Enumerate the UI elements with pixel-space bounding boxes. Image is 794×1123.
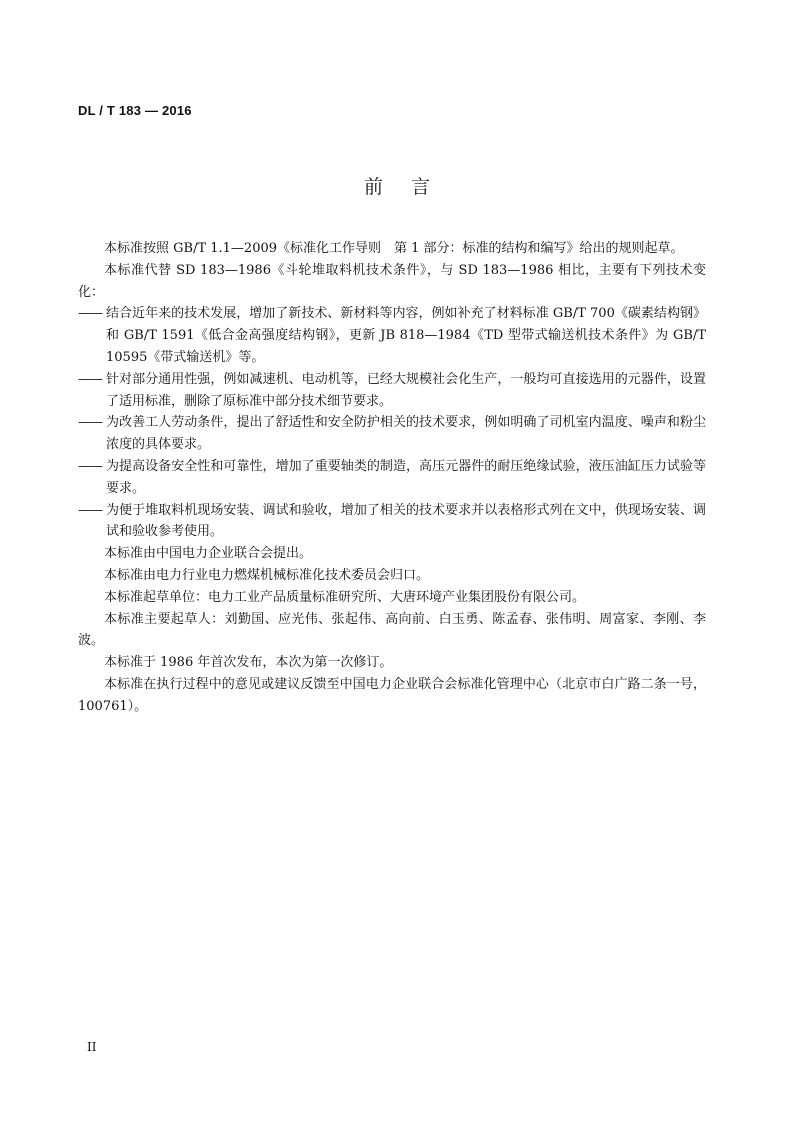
change-item-text: 为提高设备安全性和可靠性，增加了重要轴类的制造，高压元器件的耐压绝缘试验，液压油缸压力试验等要求。	[106, 458, 706, 496]
change-item	[78, 369, 706, 413]
paragraph-replacement: 本标准代替 SD 183—1986《斗轮堆取料机技术条件》，与 SD 183—1986 相比，主要有下列技术变化：	[78, 262, 706, 300]
change-item	[78, 303, 706, 368]
change-item	[78, 500, 706, 544]
dash-marker: ——	[78, 502, 102, 518]
paragraph-drafting-rules: 本标准按照 GB/T 1.1—2009《标准化工作导则 第 1 部分：标准的结构和编写》给出的规则起草。	[104, 241, 684, 256]
page-title: 前言	[363, 176, 458, 198]
change-item	[78, 412, 706, 456]
dash-marker: ——	[78, 458, 102, 474]
change-item-text: 结合近年来的技术发展，增加了新技术、新材料等内容，例如补充了材料标准 GB/T 700《碳素结构钢》和 GB/T 1591《低合金高强度结构钢》，更新 JB 818—1984《TD 型带式输送机技术条件》为 GB/T 10595《带式输送机》等。	[106, 306, 706, 365]
dash-marker: ——	[78, 371, 102, 387]
paragraph-history: 本标准于 1986 年首次发布，本次为第一次修订。	[104, 655, 393, 671]
paragraph-proposer: 本标准由中国电力企业联合会提出。	[104, 546, 313, 562]
dash-marker: ——	[78, 415, 102, 431]
change-item-text: 为便于堆取料机现场安装、调试和验收，增加了相关的技术要求并以表格形式列在文中，供现场安装、调试和验收参考使用。	[106, 502, 706, 540]
change-item	[78, 456, 706, 500]
paragraph-drafters: 本标准主要起草人：刘勤国、应光伟、张起伟、高向前、白玉勇、陈孟春、张伟明、周富家、李刚、李波。	[78, 611, 706, 649]
change-item-text: 针对部分通用性强，例如减速机、电动机等，已经大规模社会化生产，一般均可直接选用的元器件，设置了适用标准，删除了原标准中部分技术细节要求。	[106, 371, 706, 409]
document-code-header: DL / T 183 — 2016	[78, 103, 192, 118]
page-number: II	[87, 1040, 97, 1054]
change-item-text: 为改善工人劳动条件，提出了舒适性和安全防护相关的技术要求，例如明确了司机室内温度、噪声和粉尘浓度的具体要求。	[106, 415, 706, 453]
paragraph-drafting-units: 本标准起草单位：电力工业产品质量标准研究所、大唐环境产业集团股份有限公司。	[104, 589, 586, 605]
preface-body	[78, 238, 706, 718]
paragraph-feedback: 本标准在执行过程中的意见或建议反馈至中国电力企业联合会标准化管理中心（北京市白广路二条一号，100761）。	[78, 676, 706, 714]
paragraph-committee: 本标准由电力行业电力燃煤机械标准化技术委员会归口。	[104, 567, 430, 583]
dash-marker: ——	[78, 306, 102, 322]
